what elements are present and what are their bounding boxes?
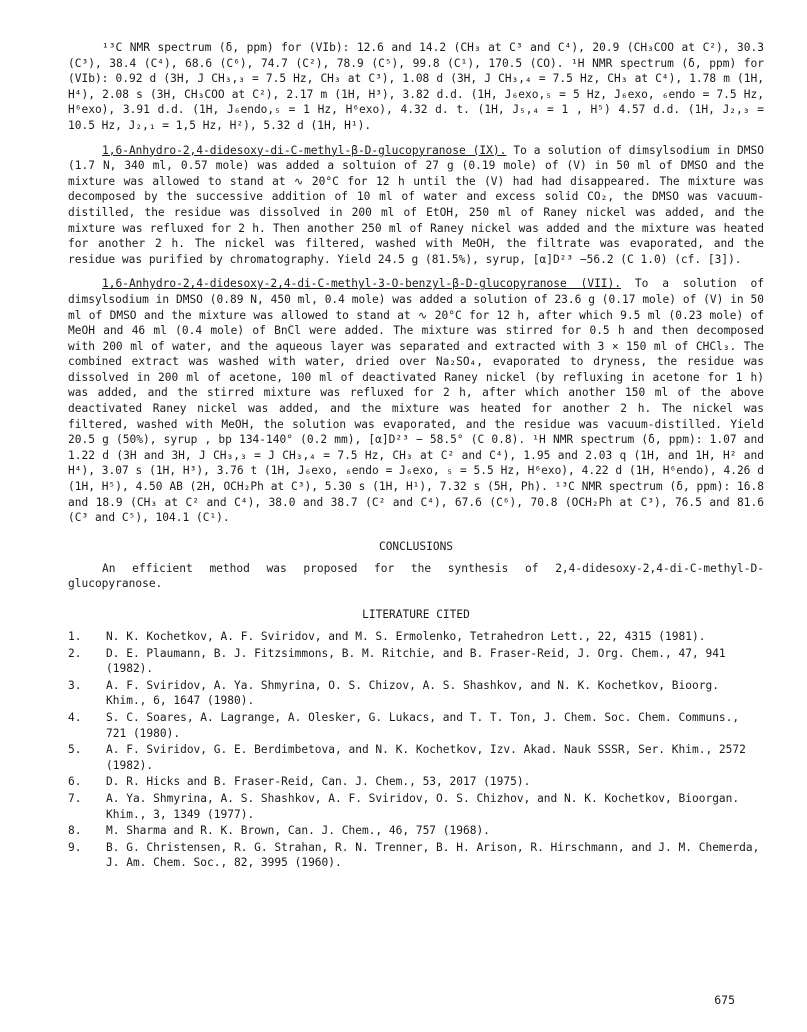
reference-number: 1. xyxy=(68,630,82,643)
reference-item xyxy=(68,774,764,790)
reference-number: 5. xyxy=(68,743,82,757)
page-body xyxy=(68,40,764,872)
conclusions-text: An efficient method was proposed for the synthesis of 2,4-didesoxy-2,4-di-C-methyl-D-glucopyranose. xyxy=(68,561,764,591)
reference-item xyxy=(68,742,764,773)
literature-heading: LITERATURE CITED xyxy=(362,608,470,621)
procedure-vii-paragraph xyxy=(68,276,764,526)
reference-list xyxy=(68,629,764,871)
procedure-ix-body: To a solution of dimsylsodium in DMSO (1.7 N, 340 ml, 0.57 mole) was added a soltuion of 27 g (0.19 mole) of (V) in 50 ml of DMSO and the mixture was allowed to stand at ∿ 20°C for 12 h until the (V) had had disappeared. The mixture was decomposed by the successive addition of 10 ml of water and excess solid CO₂, the DMSO was vacuum-distilled, the residue was dissolved in 200 ml of EtOH, 250 ml of Raney nickel was added, and the mixture was refluxed for 2 h. Then another 250 ml of Raney nickel was added and the mixture was heated for another 2 h. The nickel was filtered, washed with MeOH, the filtrate was evaporated, and the residue was purified by chromatography. Yield 24.5 g (81.5%), syrup, [α]D²³ −56.2 (C 1.0) (cf. [3]). xyxy=(68,143,764,266)
reference-text: A. F. Sviridov, A. Ya. Shmyrina, O. S. Chizov, A. S. Shashkov, and N. K. Kochetkov, Bioorg. Khim., 6, 1647 (1980). xyxy=(106,678,719,708)
page-number: 675 xyxy=(714,993,735,1007)
reference-text: D. E. Plaumann, B. J. Fitzsimmons, B. M. Ritchie, and B. Fraser-Reid, J. Org. Chem., 47, 941 (1982). xyxy=(106,646,726,676)
conclusions-heading: CONCLUSIONS xyxy=(378,539,454,553)
procedure-vii-title: 1,6-Anhydro-2,4-didesoxy-2,4-di-C-methyl-3-O-benzyl-β-D-glucopyranose (VII). xyxy=(102,277,622,291)
reference-item xyxy=(68,840,764,871)
reference-item xyxy=(68,823,764,839)
reference-item xyxy=(68,710,764,741)
reference-item xyxy=(68,646,764,677)
nmr-paragraph: ¹³C NMR spectrum (δ, ppm) for (VIb): 12.6 and 14.2 (CH₃ at C³ and C⁴), 20.9 (CH₃COO at C²), 30.3 (C³), 38.4 (C⁴), 68.6 (C⁶), 74.7 (C²), 78.9 (C⁵), 99.8 (C¹), 170.5 (CO). ¹H NMR spectrum (δ, ppm) for (VIb): 0.92 d (3H, J CH₃,₃ = 7.5 Hz, CH₃ at C³), 1.08 d (3H, J CH₃,₄ = 7.5 Hz, CH₃ at C⁴), 1.78 m (1H, H⁴), 2.08 s (3H, CH₃COO at C²), 2.17 m (1H, H³), 3.82 d.d. (1H, J₆exo,₅ = 5 Hz, J₆exo, ₆endo = 7.5 Hz, H⁶exo), 3.91 d.d. (1H, J₆endo,₅ = 1 Hz, H⁶exo), 4.32 d. t. (1H, J₅,₄ = 1 , H⁵) 4.57 d.d. (1H, J₂,₃ = 10.5 Hz, J₂,₁ = 1,5 Hz, H²), 5.32 d (1H, H¹). xyxy=(68,41,764,132)
reference-text: A. Ya. Shmyrina, A. S. Shashkov, A. F. Sviridov, O. S. Chizhov, and N. K. Kochetkov, Bioorgan. Khim., 3, 1349 (1977). xyxy=(106,791,740,821)
reference-item xyxy=(68,791,764,822)
reference-number: 4. xyxy=(68,710,82,724)
reference-number: 2. xyxy=(68,646,82,660)
procedure-vii-body: To a solution of dimsylsodium in DMSO (0.89 N, 450 ml, 0.4 mole) was added a solution of 23.6 g (0.17 mole) of (V) in 50 ml of DMSO and the mixture was allowed to stand at ∿ 20°C for 12 h, after which 9.5 ml (0.23 mole) of MeOH and 46 ml (0.4 mole) of BnCl were added. The mixture was stirred for 0.5 h and then decomposed with 200 ml of water, and the aqueous layer was separated and extracted with 3 × 150 ml of CHCl₃. The combined extract was washed with water, dried over Na₂SO₄, evaporated to dryness, the residue was dissolved in 200 ml of acetone, 100 ml of deactivated Raney nickel (by refluxing in acetone for 1 h) was added, and the stirred mixture was refluxed for 2 h, after which another 150 ml of the above deactivated Raney nickel was added, and the mixture was heated for another 2 h. The nickel was filtered, washed with MeOH, the solution was evaporated, and the residue was vacuum-distilled. Yield 20.5 g (50%), syrup , bp 134-140° (0.2 mm), [α]D²³ − 58.5° (C 0.8). ¹H NMR spectrum (δ, ppm): 1.07 and 1.22 d (3H and 3H, J CH₃,₃ = J CH₃,₄ = 7.5 Hz, CH₃ at C² and C⁴), 1.95 and 2.03 q (1H, and 1H, H² and H⁴), 3.07 s (1H, H³), 3.76 t (1H, J₆exo, ₆endo = J₆exo, ₅ = 5.5 Hz, H⁶exo), 4.22 d (1H, H⁶endo), 4.26 d (1H, H⁵), 4.50 AB (2H, OCH₂Ph at C³), 5.30 s (1H, H¹), 7.32 s (5H, Ph). ¹³C NMR spectrum (δ, ppm): 16.8 and 18.9 (CH₃ at C² and C⁴), 38.0 and 38.7 (C² and C⁴), 67.6 (C⁶), 70.8 (OCH₂Ph at C³), 76.5 and 81.6 (C³ and C⁵), 104.1 (C¹). xyxy=(68,277,764,525)
reference-number: 7. xyxy=(68,791,82,805)
reference-text: D. R. Hicks and B. Fraser-Reid, Can. J. Chem., 53, 2017 (1975). xyxy=(106,775,531,789)
reference-number: 9. xyxy=(68,840,82,854)
reference-text: M. Sharma and R. K. Brown, Can. J. Chem., 46, 757 (1968). xyxy=(106,824,490,838)
reference-text: N. K. Kochetkov, A. F. Sviridov, and M. S. Ermolenko, Tetrahedron Lett., 22, 4315 (1981). xyxy=(106,630,706,643)
reference-text: A. F. Sviridov, G. E. Berdimbetova, and N. K. Kochetkov, Izv. Akad. Nauk SSSR, Ser. Khim., 2572 (1982). xyxy=(106,743,746,772)
procedure-ix-paragraph xyxy=(68,143,764,268)
reference-number: 3. xyxy=(68,678,82,692)
reference-text: S. C. Soares, A. Lagrange, A. Olesker, G. Lukacs, and T. T. Ton, J. Chem. Soc. Chem. Communs., 721 (1980). xyxy=(106,710,740,740)
procedure-ix-title: 1,6-Anhydro-2,4-didesoxy-di-C-methyl-β-D-glucopyranose (IX). xyxy=(102,143,507,157)
reference-text: B. G. Christensen, R. G. Strahan, R. N. Trenner, B. H. Arison, R. Hirschmann, and J. M. Chemerda, J. Am. Chem. Soc., 82, 3995 (1960). xyxy=(106,840,760,870)
reference-item xyxy=(68,678,764,709)
reference-number: 8. xyxy=(68,824,82,838)
reference-number: 6. xyxy=(68,775,82,789)
reference-item xyxy=(68,629,764,645)
